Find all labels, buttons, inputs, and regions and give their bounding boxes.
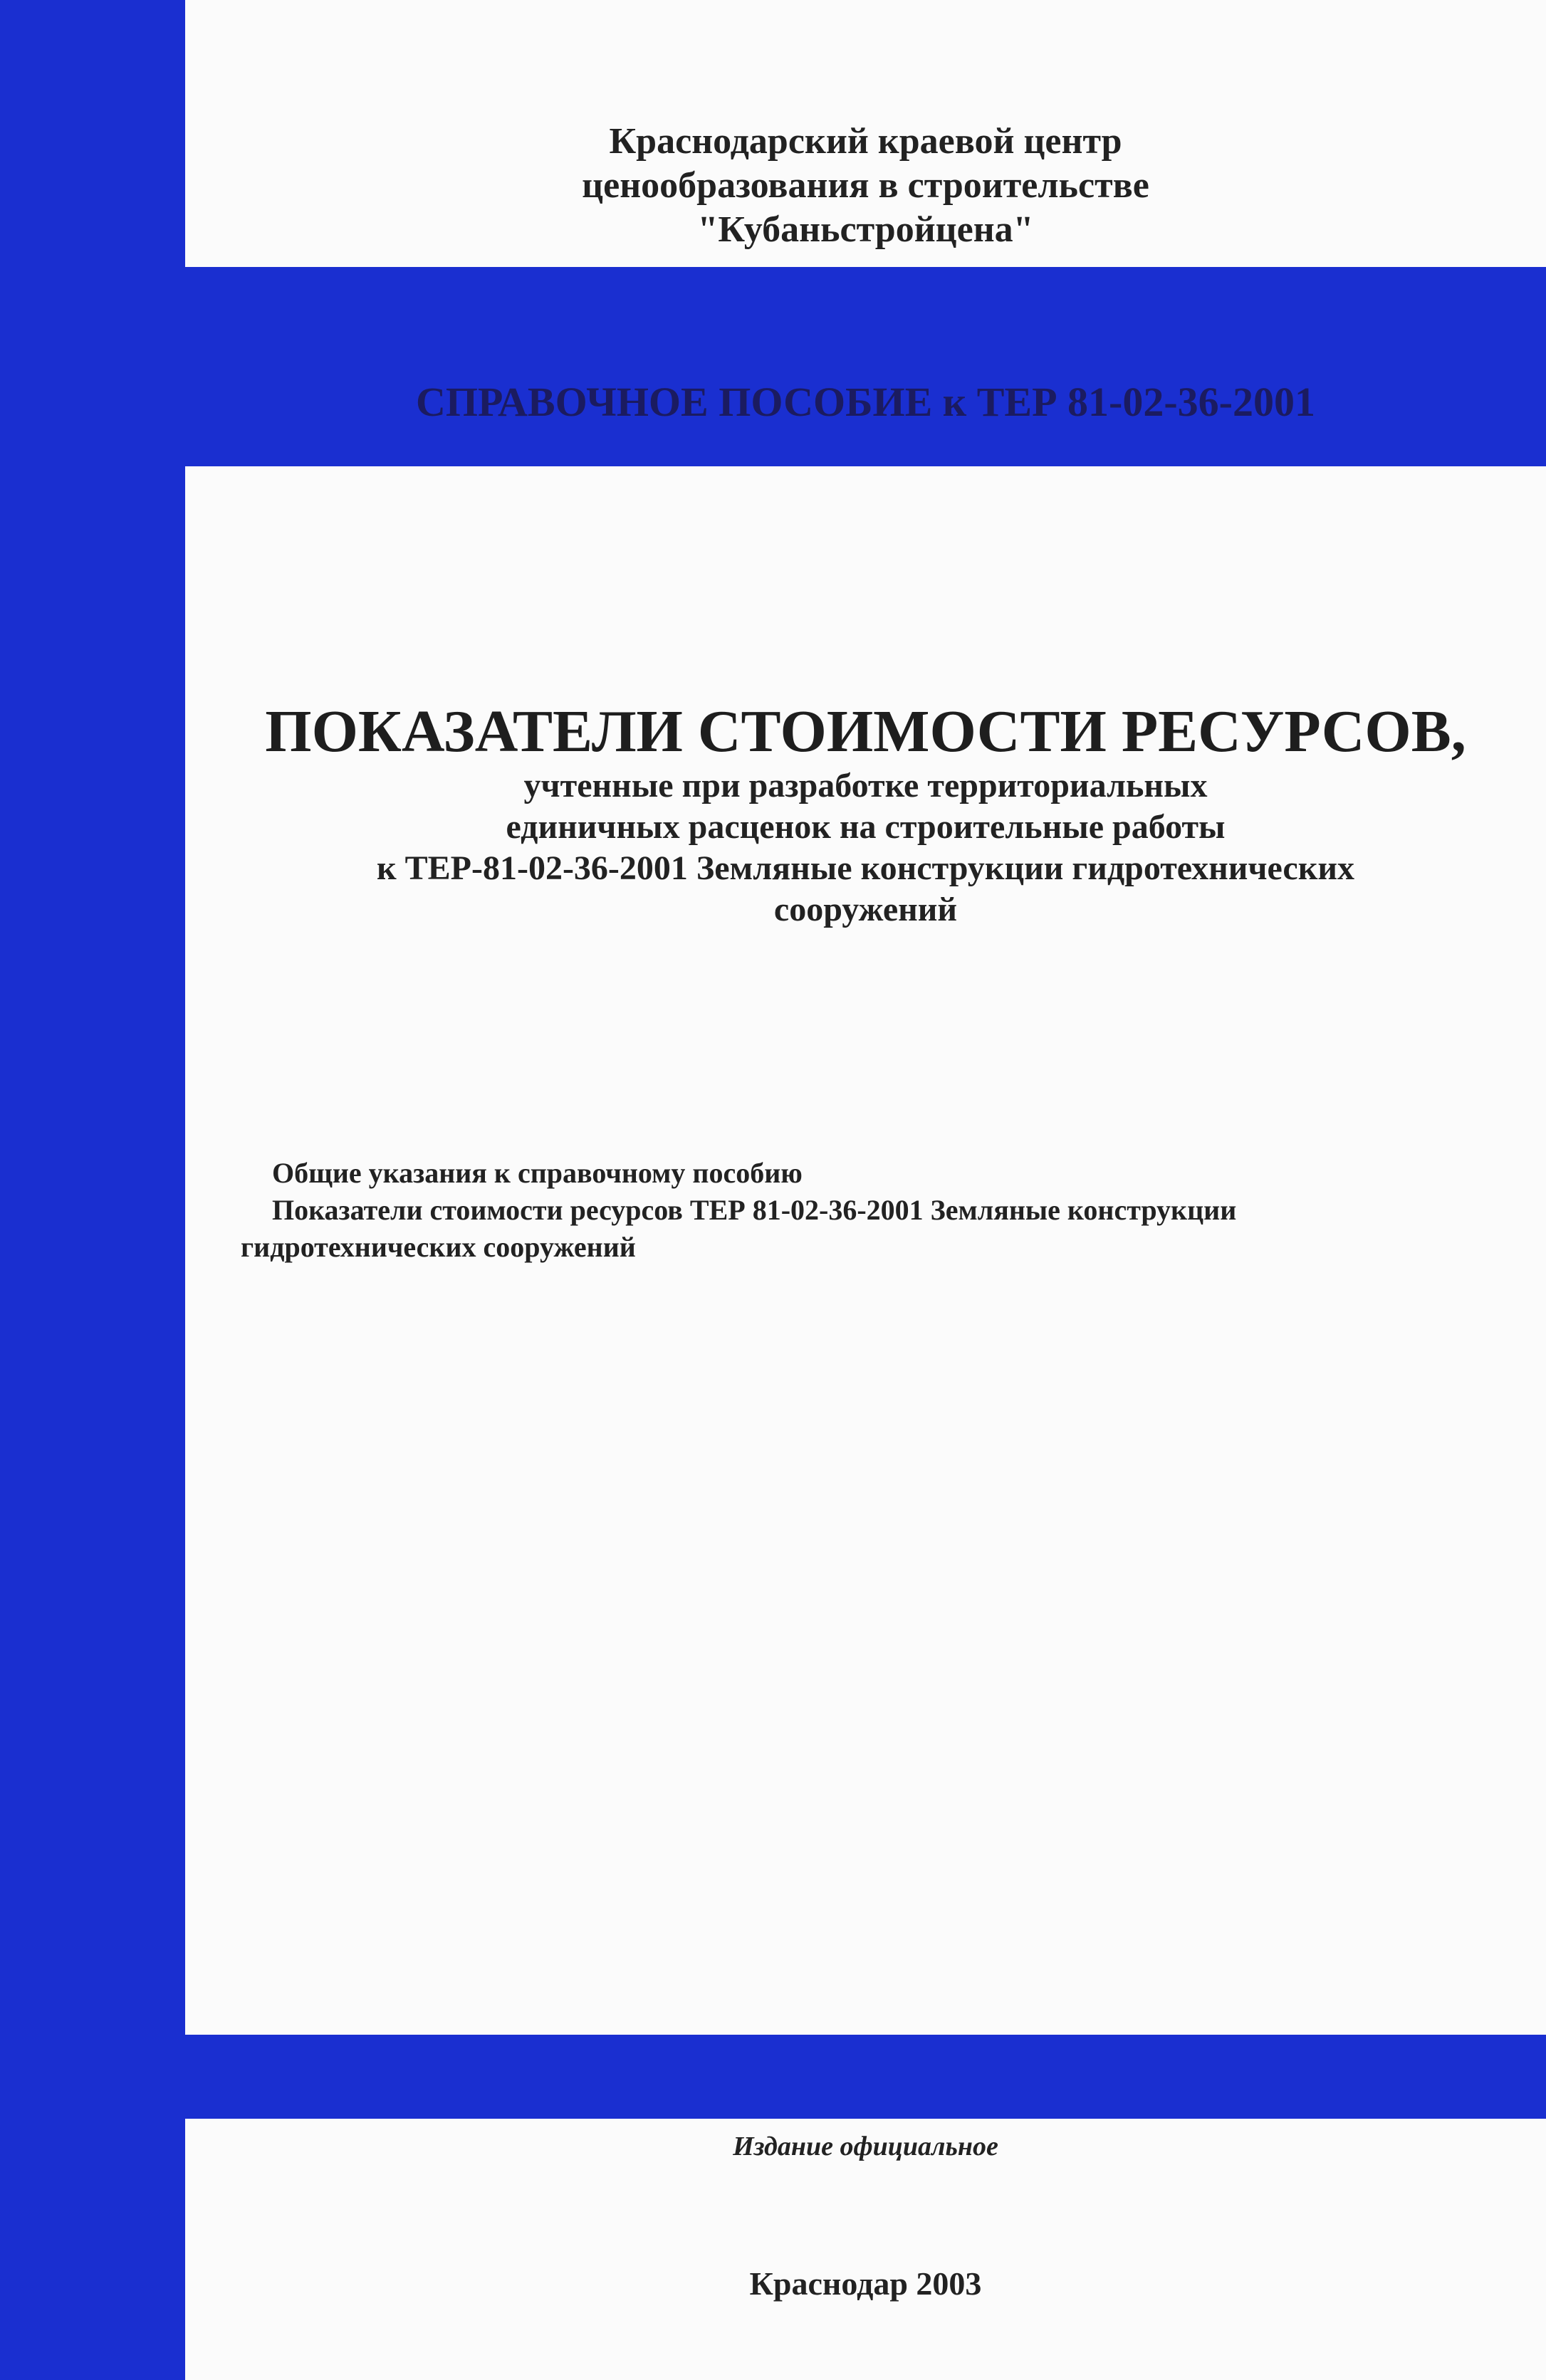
left-blue-stripe xyxy=(0,0,185,2380)
edition-note: Издание официальное xyxy=(733,2132,998,2161)
top-blue-band xyxy=(185,267,1546,466)
city-year: Краснодар 2003 xyxy=(749,2265,982,2302)
reference-guide-title: СПРАВОЧНОЕ ПОСОБИЕ к ТЕР 81-02-36-2001 xyxy=(416,379,1315,425)
subtitle xyxy=(185,765,1546,930)
organization-line-1: Краснодарский краевой центр xyxy=(609,121,1122,162)
contents-list xyxy=(241,1155,1352,1266)
organization-header xyxy=(185,120,1546,252)
contents-item-general-instructions: Общие указания к справочному пособию xyxy=(272,1157,803,1189)
main-title: ПОКАЗАТЕЛИ СТОИМОСТИ РЕСУРСОВ, xyxy=(265,698,1466,765)
subtitle-line-1: учтенные при разработке территориальных xyxy=(523,767,1208,804)
subtitle-line-2: единичных расценок на строительные работы xyxy=(506,808,1226,846)
organization-line-2: ценообразования в строительстве xyxy=(582,165,1149,206)
subtitle-line-4: сооружений xyxy=(773,891,958,928)
contents-item-resource-costs: Показатели стоимости ресурсов ТЕР 81-02-36-2001 Земляные конструкции xyxy=(272,1194,1237,1226)
contents-item-resource-costs-continued: гидротехнических сооружений xyxy=(241,1231,636,1263)
subtitle-line-3: к ТЕР-81-02-36-2001 Земляные конструкции гидротехнических xyxy=(376,849,1355,887)
bottom-blue-band xyxy=(185,2035,1546,2119)
organization-line-3: "Кубаньстройцена" xyxy=(697,209,1034,250)
